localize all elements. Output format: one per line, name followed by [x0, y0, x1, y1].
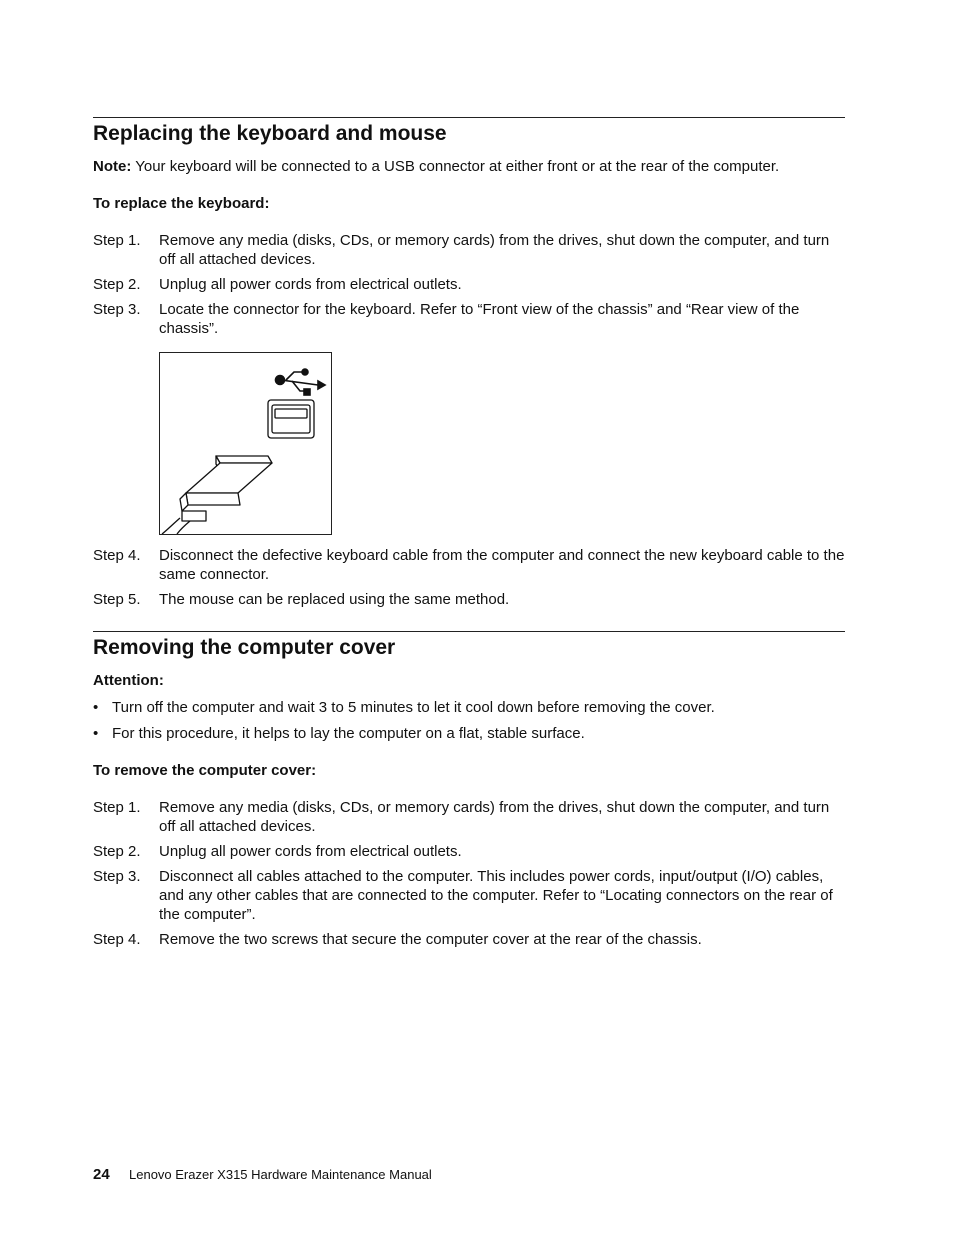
step-text: Locate the connector for the keyboard. Refer to “Front view of the chassis” and “Rear view of the chassis”. [159, 301, 800, 337]
bullet-text: Turn off the computer and wait 3 to 5 minutes to let it cool down before removing the cover. [112, 699, 715, 716]
step-item [93, 231, 845, 269]
note [93, 157, 845, 176]
section-heading: Removing the computer cover [93, 636, 396, 659]
section-rule [93, 117, 845, 118]
bullet-marker: • [93, 725, 99, 742]
step-text: Remove any media (disks, CDs, or memory cards) from the drives, shut down the computer, and turn off all attached devices. [159, 232, 830, 268]
manual-title: Lenovo Erazer X315 Hardware Maintenance Manual [129, 1167, 432, 1182]
step-label: Step 2. [93, 843, 141, 860]
step-item [93, 930, 845, 949]
section-heading: Replacing the keyboard and mouse [93, 122, 447, 145]
step-text: Unplug all power cords from electrical outlets. [159, 276, 462, 293]
page-number: 24 [93, 1166, 110, 1183]
bullet-text: For this procedure, it helps to lay the computer on a flat, stable surface. [112, 725, 585, 742]
step-label: Step 3. [93, 868, 141, 885]
bullet-item [93, 698, 845, 717]
usb-plug-icon [162, 456, 272, 534]
bullet-item [93, 724, 845, 743]
step-text: The mouse can be replaced using the same method. [159, 591, 510, 608]
step-label: Step 1. [93, 232, 141, 249]
step-text: Unplug all power cords from electrical outlets. [159, 843, 462, 860]
step-item [93, 300, 845, 338]
step-label: Step 1. [93, 799, 141, 816]
step-text: Remove the two screws that secure the computer cover at the rear of the chassis. [159, 931, 702, 948]
step-label: Step 2. [93, 276, 141, 293]
step-text: Disconnect the defective keyboard cable from the computer and connect the new keyboard cable to the same connector. [159, 547, 845, 583]
step-item [93, 798, 845, 836]
page-footer [93, 1166, 432, 1183]
step-label: Step 5. [93, 591, 141, 608]
step-text: Remove any media (disks, CDs, or memory cards) from the drives, shut down the computer, and turn off all attached devices. [159, 799, 830, 835]
procedure-title: To remove the computer cover: [93, 762, 317, 779]
step-item [93, 842, 845, 861]
note-text: Your keyboard will be connected to a USB connector at either front or at the rear of the computer. [131, 158, 780, 175]
bullet-marker: • [93, 699, 99, 716]
procedure-title: To replace the keyboard: [93, 195, 270, 212]
step-item [93, 867, 845, 924]
step-item [93, 590, 845, 609]
step-text: Disconnect all cables attached to the computer. This includes power cords, input/output (I/O) cables, and any other cables that are connected to the computer. Refer to “Locating connectors on the rear of the computer”. [159, 868, 833, 923]
step-label: Step 3. [93, 301, 141, 318]
attention-label: Attention: [93, 672, 164, 689]
usb-plug-illustration [160, 353, 331, 534]
usb-connector-figure [159, 352, 332, 535]
step-label: Step 4. [93, 931, 141, 948]
usb-symbol-icon [276, 369, 326, 395]
step-item [93, 546, 845, 584]
note-label: Note: [93, 158, 132, 175]
step-item [93, 275, 845, 294]
usb-port-icon [268, 400, 314, 438]
section-rule [93, 631, 845, 632]
step-label: Step 4. [93, 547, 141, 564]
